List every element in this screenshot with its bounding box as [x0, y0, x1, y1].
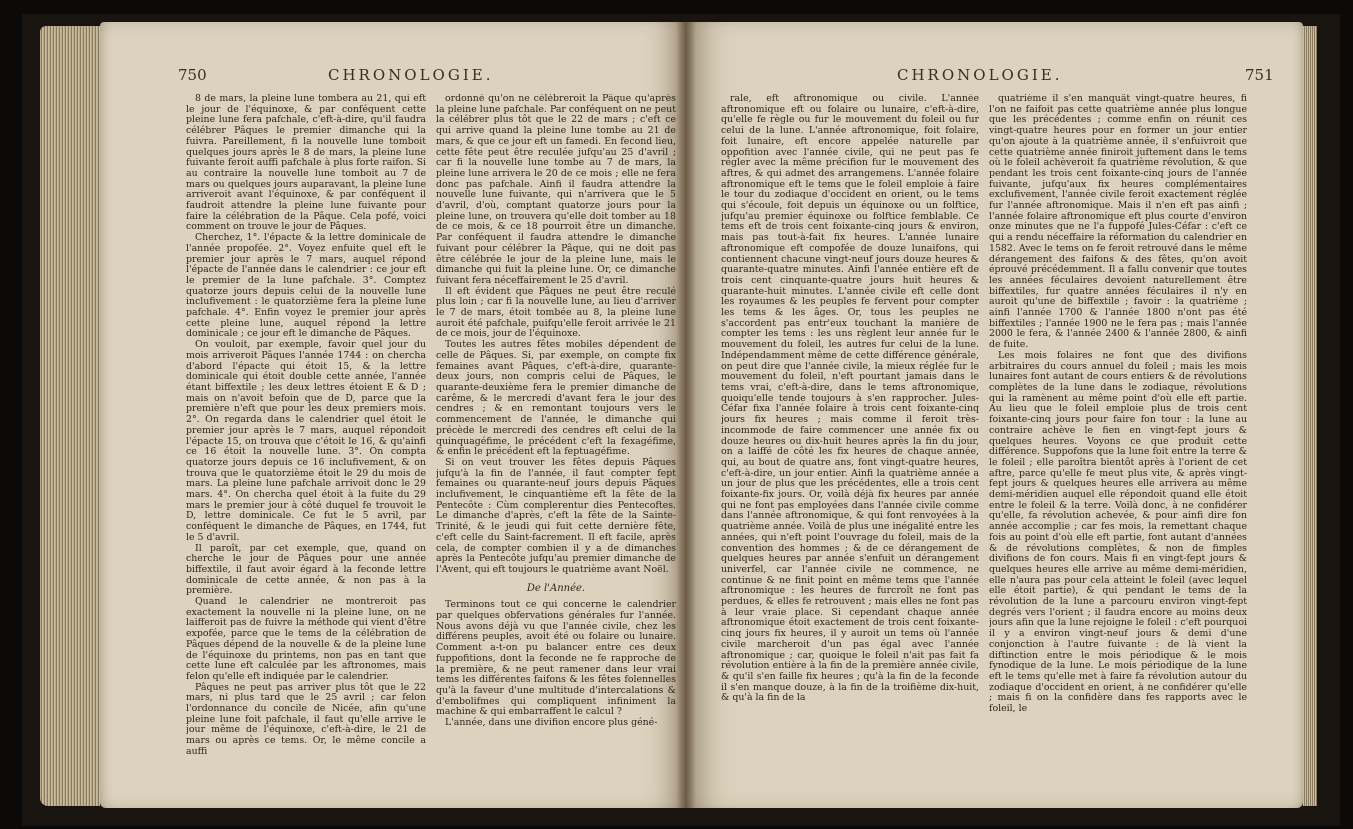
- paragraph: rale, eft aftronomique ou civile. L'année aftronomique eft ou folaire ou lunaire, c'eft-à-dire, qu'elle fe règle ou fur le mouvement du foleil ou fur celui de la lune. L'année aftronomique, foit folaire, foit lunaire, eft encore appelée naturelle par oppofition avec l'année civile, qui ne peut pas fe régler avec la même précifion fur le mouvement des aftres, & qui admet des arrangemens. L'année folaire aftronomique eft le tems que le foleil emploie à faire le tour du zodiaque d'occident en orient, ou le tems qui s'écoule, foit depuis un équinoxe ou un folftice, jufqu'au premier équinoxe ou folftice femblable. Ce tems eft de trois cent foixante-cinq jours & environ, mais pas tout-à-fait fix heures. L'année lunaire aftronomique eft compofée de douze lunaifons, qui contiennent chacune vingt-neuf jours douze heures & quarante-quatre minutes. Ainfi l'année entière eft de trois cent cinquante-quatre jours huit heures & quarante-huit minutes. L'année civile eft celle dont les royaumes & les peuples fe fervent pour compter les tems & les âges. Or, tous les peuples ne s'accordent pas entr'eux touchant la manière de compter les tems : les uns règlent leur année fur le mouvement du foleil, les autres fur celui de la lune. Indépendamment même de cette différence générale, on peut dire que l'année civile, la mieux réglée fur le mouvement du foleil, n'eft pourtant jamais dans le tems vrai, c'eft-à-dire, dans le tems aftronomique, quoiqu'elle tende toujours à s'en rapprocher. Jules-Céfar fixa l'année folaire à trois cent foixante-cinq jours fix heures ; mais comme il feroit très-incommode de faire commencer une année fix ou douze heures ou dix-huit heures après la fin du jour, on a laiffé de côté les fix heures de chaque année, qui, au bout de quatre ans, font vingt-quatre heures, c'eft-à-dire, un jour entier. Ainfi la quatrième année a un jour de plus que les précédentes, elle a trois cent foixante-fix jours. Or, voilà déjà fix heures par année qui ne font pas employées dans l'année civile comme dans l'année aftronomique, & qui font renvoyées à la quatrième année. Voilà de plus une inégalité entre les années, qui n'eft point l'ouvrage du foleil, mais de la convention des hommes ; & de ce dérangement de quelques heures par année s'enfuit un dérangement univerfel, car l'année civile ne commence, ne continue & ne finit point en même tems que l'année aftronomique : les heures de furcroît ne font pas perdues, & elles fe retrouvent ; mais elles ne font pas à leur vraie place. Si cependant chaque année aftronomique étoit exactement de trois cent foixante-cinq jours fix heures, il y auroit un tems où l'année civile marcheroit d'un pas égal avec l'année aftronomique ; car, quoique le foleil n'ait pas fait fa révolution entière à la fin de la première année civile, & qu'il s'en faille fix heures ; qu'à la fin de la feconde il s'en manque douze, à la fin de la troifième dix-huit, & qu'à la fin de la: [721, 94, 979, 704]
- paragraph: Cherchez, 1°. l'épacte & la lettre dominicale de l'année propofée. 2°. Voyez enfuite quel eft le premier jour après le 7 mars, auquel répond l'épacte de l'année dans le calendrier : ce jour eft le premier de la lune pafchale. 3°. Comptez quatorze jours depuis celui de la nouvelle lune inclufivement : le quatorzième fera la pleine lune pafchale. 4°. Enfin voyez le premier jour après cette pleine lune, auquel répond la lettre dominicale ; ce jour eft le dimanche de Pâques.: [186, 232, 426, 340]
- paragraph: Terminons tout ce qui concerne le calendrier par quelques obfervations générales fur l'année. Nous avons déjà vu que l'année civile, chez les différens peuples, avoit été ou folaire ou lunaire. Comment a-t-on pu balancer entre ces deux fuppofitions, dont la feconde ne fe rapproche de la première, & ne peut ramener dans leur vrai tems les différentes faifons & les fêtes folennelles qu'à la faveur d'une multitude d'intercalations & d'embolifmes qui compliquent infiniment la machine & qui embarraffent le calcul ?: [436, 599, 676, 718]
- running-head: CHRONOLOGIE.: [328, 66, 494, 84]
- running-head: CHRONOLOGIE.: [897, 66, 1063, 84]
- paragraph: ordonné qu'on ne célébreroit la Pâque qu'après la pleine lune pafchale. Par conféquent on ne peut la célébrer plus tôt que le 22 de mars ; c'eft ce qui arrive quand la pleine lune tombe au 21 de mars, & que ce jour eft un famedi. En fecond lieu, cette fête peut être reculée jufqu'au 25 d'avril ; car fi la nouvelle lune tombe au 7 de mars, la pleine lune arrivera le 20 de ce mois ; elle ne fera donc pas pafchale. Ainfi il faudra attendre la nouvelle lune fuivante, qui n'arrivera que le 5 d'avril, d'où, comptant quatorze jours pour la pleine lune, on trouvera qu'elle doit tomber au 18 de ce mois, & ce 18 pourroit être un dimanche. Par conféquent il faudra attendre le dimanche fuivant pour célébrer la Pâque, qui ne doit pas être célébrée le jour de la pleine lune, mais le dimanche qui fuit la pleine lune. Or, ce dimanche fuivant fera néceffairement le 25 d'avril.: [436, 94, 676, 286]
- text-column-1: [186, 94, 426, 794]
- paragraph: 8 de mars, la pleine lune tombera au 21, qui eft le jour de l'équinoxe, & par conféquent cette pleine lune fera pafchale, c'eft-à-dire, qu'il faudra célébrer Pâques le premier dimanche qui la fuivra. Pareillement, fi la nouvelle lune tomboit quelques jours après le 8 de mars, la pleine lune fuivante feroit auffi pafchale à plus forte raifon. Si au contraire la nouvelle lune tomboit au 7 de mars ou quelques jours auparavant, la pleine lune arriveroit avant l'équinoxe, & par conféquent il faudroit attendre la pleine lune fuivante pour faire la célébration de la Pâque. Cela pofé, voici comment on trouve le jour de Pâques.: [186, 94, 426, 233]
- book-gutter: [676, 22, 696, 808]
- text-column-1: [721, 94, 979, 794]
- paragraph: L'année, dans une divifion encore plus géné-: [445, 717, 658, 729]
- paragraph: On vouloit, par exemple, favoir quel jour du mois arriveroit Pâques l'année 1744 : on chercha d'abord l'épacte qui étoit 15, & la lettre dominicale qui étoit double cette année, l'année étant biffextile ; les deux lettres étoient E & D ; mais on n'avoit befoin que de D, parce que la première n'eft que pour les deux premiers mois. 2°. On regarda dans le calendrier quel étoit le premier jour après le 7 mars, auquel répondoit l'épacte 15, on trouva que c'étoit le 16, & qu'ainfi ce 16 étoit la nouvelle lune. 3°. On compta quatorze jours depuis ce 16 inclufivement, & on trouva que le quatorzième étoit le 29 du mois de mars. La pleine lune pafchale arrivoit donc le 29 mars. 4°. On chercha quel étoit à la fuite du 29 mars le premier jour à côté duquel fe trouvoit le D, lettre dominicale. Ce fut le 5 avril, par conféquent le dimanche de Pâques, en 1744, fut le 5 d'avril.: [186, 339, 426, 543]
- paragraph: quatrième il s'en manquât vingt-quatre heures, fi l'on ne faifoit pas cette quatrième année plus longue que les précédentes ; comme enfin on réunit ces vingt-quatre heures pour en former un jour entier qu'on ajoute à la quatrième année, il s'enfuivroit que cette quatrième année finiroit juftement dans le tems où le foleil achèveroit fa quatrième révolution, & que pendant les trois cent foixante-cinq jours de l'année fuivante, jufqu'aux fix heures complémentaires exclufivement, l'année civile feroit exactement réglée fur l'année aftronomique. Mais il n'en eft pas ainfi ; l'année folaire aftronomique eft plus courte d'environ onze minutes que ne l'a fuppofé Jules-Céfar : c'eft ce qui a rendu néceffaire la réformation du calendrier en 1582. Avec le tems on fe feroit retrouvé dans le même dérangement des faifons & des fêtes, qu'on avoit éprouvé précédemment. Il a fallu convenir que toutes les années féculaires devoient naturellement être biffextiles, fur quatre années féculaires il n'y en auroit qu'une de biffextile ; favoir : la quatrième ; ainfi l'année 1700 & l'année 1800 n'ont pas été biffextiles ; l'année 1900 ne le fera pas ; mais l'année 2000 le fera, & l'année 2400 & l'année 2800, & ainfi de fuite.: [989, 94, 1247, 351]
- right-page: [685, 22, 1303, 808]
- paragraph: Il eft évident que Pâques ne peut être reculé plus loin ; car fi la nouvelle lune, au lieu d'arriver le 7 de mars, étoit tombée au 8, la pleine lune auroit été pafchale, puifqu'elle feroit arrivée le 21 de ce mois, jour de l'équinoxe.: [436, 285, 676, 340]
- page-number: 750: [178, 66, 207, 84]
- paragraph: Toutes les autres fêtes mobiles dépendent de celle de Pâques. Si, par exemple, on compte fix femaines avant Pâques, c'eft-à-dire, quarante-deux jours, non compris celui de Pâques, le quarante-deuxième fera le premier dimanche de carême, & le mercredi d'avant fera le jour des cendres ; & en remontant toujours vers le commencement de l'année, le dimanche qui précède le mercredi des cendres eft celui de la quinquagéfime, le précédent c'eft la fexagéfime, & enfin le précédent eft la feptuagéfime.: [436, 339, 676, 458]
- text-column-2: [436, 94, 676, 794]
- paragraph: Quand le calendrier ne montreroit pas exactement la nouvelle ni la pleine lune, on ne laifferoit pas de fuivre la méthode qui vient d'être expofée, parce que le tems de la célébration de Pâques dépend de la nouvelle & de la pleine lune de l'équinoxe du printems, non pas en tant que cette lune eft calculée par les aftronomes, mais felon qu'elle eft indiquée par le calendrier.: [186, 596, 426, 682]
- section-heading: De l'Année.: [526, 582, 586, 594]
- paragraph: Si on veut trouver les fêtes depuis Pâques jufqu'à la fin de l'année, il faut compter fept femaines ou quarante-neuf jours depuis Pâques inclufivement, le cinquantième eft la fête de la Pentecôte : Cùm complerentur dies Pentecoftes. Le dimanche d'après, c'eft la fête de la Sainte-Trinité, & le jeudi qui fuit cette dernière fête, c'eft celle du Saint-facrement. Il eft facile, après cela, de compter combien il y a de dimanches après la Pentecôte jufqu'au premier dimanche de l'Avent, qui eft toujours le quatrième avant Noël.: [436, 456, 676, 575]
- page-edges-left: [40, 26, 100, 806]
- page-number: 751: [1245, 66, 1274, 84]
- paragraph: Pâques ne peut pas arriver plus tôt que le 22 mars, ni plus tard que le 25 avril ; car felon l'ordonnance du concile de Nicée, afin qu'une pleine lune foit pafchale, il faut qu'elle arrive le jour même de l'équinoxe, c'eft-à-dire, le 21 de mars ou après ce tems. Or, le même concile a auffi: [186, 681, 426, 757]
- left-page: [100, 22, 685, 808]
- text-column-2: [989, 94, 1247, 794]
- paragraph: Les mois folaires ne font que des divifions arbitraires du cours annuel du foleil ; mais les mois lunaires font autant de cours entiers & de révolutions complètes de la lune dans le zodiaque, révolutions qui la ramènent au même point d'où elle eft partie. Au lieu que le foleil emploie plus de trois cent foixante-cinq jours pour faire fon tour : la lune au contraire achève le fien en vingt-fept jours & quelques heures. Voyons ce que produit cette différence. Suppofons que la lune foit entre la terre & le foleil ; elle paroîtra bientôt après à l'orient de cet aftre, parce qu'elle fe meut plus vite, & après vingt-fept jours & quelques heures elle arrivera au même demi-méridien auquel elle répondoit quand elle étoit entre le foleil & la terre. Voilà donc, à ne confidérer qu'elle, fa révolution achevée, & pour ainfi dire fon année accomplie ; car fes mois, la remettant chaque fois au point d'où elle eft partie, font autant d'années & de révolutions complètes, & non de fimples divifions de fon cours. Mais fi en vingt-fept jours & quelques heures elle arrive au même demi-méridien, elle n'aura pas pour cela atteint le foleil (avec lequel elle étoit partie), & qui pendant le tems de la révolution de la lune a parcouru environ vingt-fept degrés vers l'orient ; il faudra encore au moins deux jours afin que la lune rejoigne le foleil : c'eft pourquoi il y a environ vingt-neuf jours & demi d'une conjonction à l'autre fuivante : de là vient la diftinction entre le mois périodique & le mois fynodique de la lune. Le mois périodique de la lune eft le tems qu'elle met à faire fa révolution autour du zodiaque d'occident en orient, à ne confidérer qu'elle ; mais fi on la confidère dans fes rapports avec le foleil, le: [989, 349, 1247, 715]
- page-edges-right: [1303, 26, 1317, 806]
- paragraph: Il paroît, par cet exemple, que, quand on cherche le jour de Pâques pour une année biffextile, il faut avoir égard à la feconde lettre dominicale de cette année, & non pas à la première.: [186, 542, 426, 597]
